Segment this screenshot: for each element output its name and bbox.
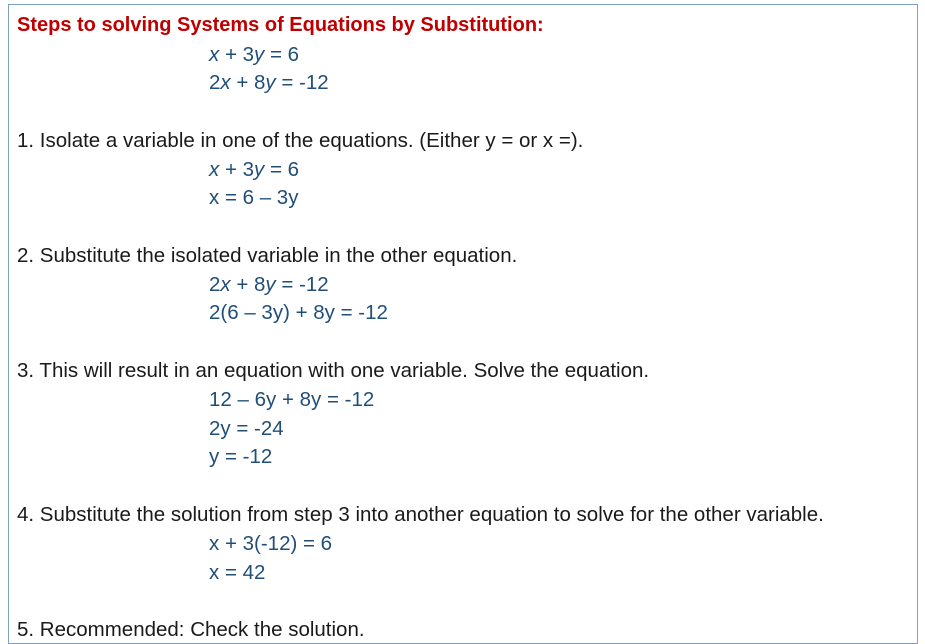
variable: x (220, 71, 231, 94)
step-3-equation-1: 12 – 6y + 8y = -12 (209, 388, 375, 411)
step-4-equation-2: x = 42 (209, 561, 266, 584)
step-1-equation-1 (209, 158, 299, 182)
system-equation-2 (209, 71, 329, 95)
term: + 8 (230, 273, 266, 296)
variable: x (209, 158, 220, 181)
term: + 3 (219, 158, 255, 181)
page-title: Steps to solving Systems of Equations by Substitution: (17, 14, 544, 36)
step-4-equation-1: x + 3(-12) = 6 (209, 532, 333, 555)
term: + 3 (219, 43, 255, 66)
variable: y (265, 71, 276, 94)
step-2-equation-1 (209, 273, 329, 297)
step-2-equation-2: 2(6 – 3y) + 8y = -12 (209, 301, 388, 324)
step-3-equation-2: 2y = -24 (209, 417, 284, 440)
step-4-text: 4. Substitute the solution from step 3 into another equation to solve for the other variable. (17, 503, 824, 526)
term: = -12 (275, 71, 329, 94)
variable: y (254, 43, 265, 66)
step-3-equation-3: y = -12 (209, 445, 273, 468)
variable: y (254, 158, 265, 181)
term: = 6 (264, 43, 300, 66)
system-equation-1 (209, 43, 299, 67)
variable: x (220, 273, 231, 296)
step-1-text: 1. Isolate a variable in one of the equations. (Either y = or x =). (17, 129, 584, 152)
variable: y (265, 273, 276, 296)
content-frame (8, 4, 918, 644)
step-1-equation-2: x = 6 – 3y (209, 186, 299, 209)
variable: x (209, 43, 220, 66)
step-3-text: 3. This will result in an equation with one variable. Solve the equation. (17, 359, 650, 382)
term: = -12 (275, 273, 329, 296)
term: + 8 (230, 71, 266, 94)
term: 2 (209, 273, 221, 296)
step-2-text: 2. Substitute the isolated variable in the other equation. (17, 244, 518, 267)
term: = 6 (264, 158, 300, 181)
term: 2 (209, 71, 221, 94)
step-5-text: 5. Recommended: Check the solution. (17, 618, 365, 641)
